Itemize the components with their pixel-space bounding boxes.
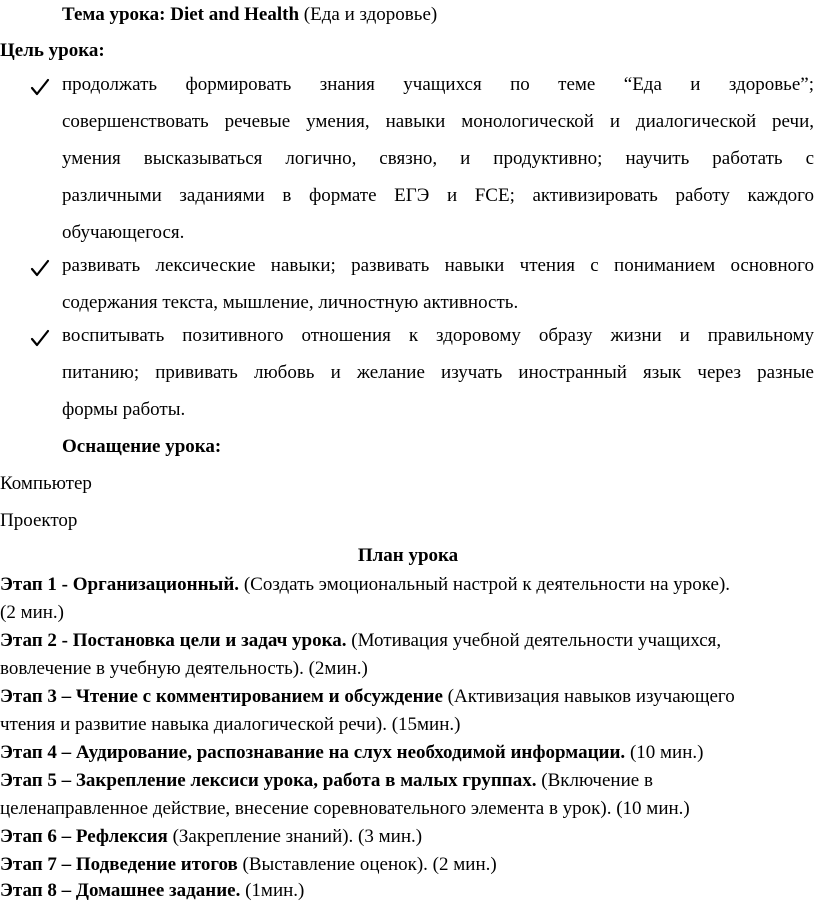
- stage-desc: (Мотивация учебной деятельности учащихся,: [346, 630, 722, 651]
- goal-2-line-1: развивать лексические навыки; развивать навыки чтения с пониманием основного: [62, 255, 814, 276]
- stage-title: Этап 1 - Организационный.: [0, 574, 240, 595]
- stage-2: [0, 630, 721, 652]
- stage-desc: (1мин.): [240, 880, 305, 901]
- goal-1-line-5: обучающегося.: [62, 222, 185, 243]
- stage-5-cont: целенаправленное действие, внесение соревновательного элемента в урок). (10 мин.): [0, 798, 690, 819]
- goal-1-line-2: совершенствовать речевые умения, навыки монологической и диалогической речи,: [62, 111, 814, 132]
- stage-1: [0, 574, 730, 596]
- plan-heading: План урока: [357, 545, 459, 566]
- goal-1-line-1: продолжать формировать знания учащихся по теме “Еда и здоровье”;: [62, 74, 814, 95]
- stage-3: [0, 686, 735, 708]
- goal-1-line-4: различными заданиями в формате ЕГЭ и FCE; активизировать работу каждого: [62, 185, 814, 206]
- lesson-topic: [62, 4, 437, 26]
- stage-title: Этап 7 – Подведение итогов: [0, 854, 238, 875]
- stage-desc: (Включение в: [536, 770, 653, 791]
- stage-5: [0, 770, 653, 792]
- stage-title: Этап 2 - Постановка цели и задач урока.: [0, 630, 347, 651]
- checkmark-icon: [30, 257, 50, 279]
- stage-title: Этап 3 – Чтение с комментированием и обсуждение: [0, 686, 443, 707]
- stage-1-cont: (2 мин.): [0, 602, 65, 623]
- stage-desc: (Выставление оценок). (2 мин.): [237, 854, 497, 875]
- stage-3-cont: чтения и развитие навыка диалогической речи). (15мин.): [0, 714, 461, 735]
- goal-3-line-3: формы работы.: [62, 399, 186, 420]
- stage-title: Этап 5 – Закрепление лексиси урока, работа в малых группах.: [0, 770, 537, 791]
- equipment-item-projector: Проектор: [0, 510, 78, 531]
- stage-desc: (Закрепление знаний). (3 мин.): [167, 826, 423, 847]
- stage-6: [0, 826, 422, 848]
- stage-2-cont: вовлечение в учебную деятельность). (2мин.): [0, 658, 368, 679]
- stage-desc: (Активизация навыков изучающего: [442, 686, 735, 707]
- checkmark-icon: [30, 76, 50, 98]
- goal-1-line-3: умения высказываться логично, связно, и продуктивно; научить работать с: [62, 148, 814, 169]
- stage-4: [0, 742, 703, 764]
- stage-title: Этап 6 – Рефлексия: [0, 826, 168, 847]
- topic-label: Тема урока:: [62, 4, 171, 25]
- topic-title: Diet and Health: [170, 4, 300, 25]
- stage-title: Этап 4 – Аудирование, распознавание на слух необходимой информации.: [0, 742, 626, 763]
- goal-3-line-2: питанию; прививать любовь и желание изучать иностранный язык через разные: [62, 362, 814, 383]
- topic-translation: (Еда и здоровье): [299, 4, 438, 25]
- stage-desc: (10 мин.): [625, 742, 704, 763]
- equipment-heading: Оснащение урока:: [62, 436, 222, 457]
- stage-8: [0, 880, 304, 902]
- goal-2-line-2: содержания текста, мышление, личностную активность.: [62, 292, 519, 313]
- goals-heading: Цель урока:: [0, 40, 105, 61]
- equipment-item-computer: Компьютер: [0, 473, 92, 494]
- goal-3-line-1: воспитывать позитивного отношения к здоровому образу жизни и правильному: [62, 325, 814, 346]
- checkmark-icon: [30, 327, 50, 349]
- stage-title: Этап 8 – Домашнее задание.: [0, 880, 241, 901]
- stage-desc: (Создать эмоциональный настрой к деятельности на уроке).: [239, 574, 731, 595]
- stage-7: [0, 854, 497, 876]
